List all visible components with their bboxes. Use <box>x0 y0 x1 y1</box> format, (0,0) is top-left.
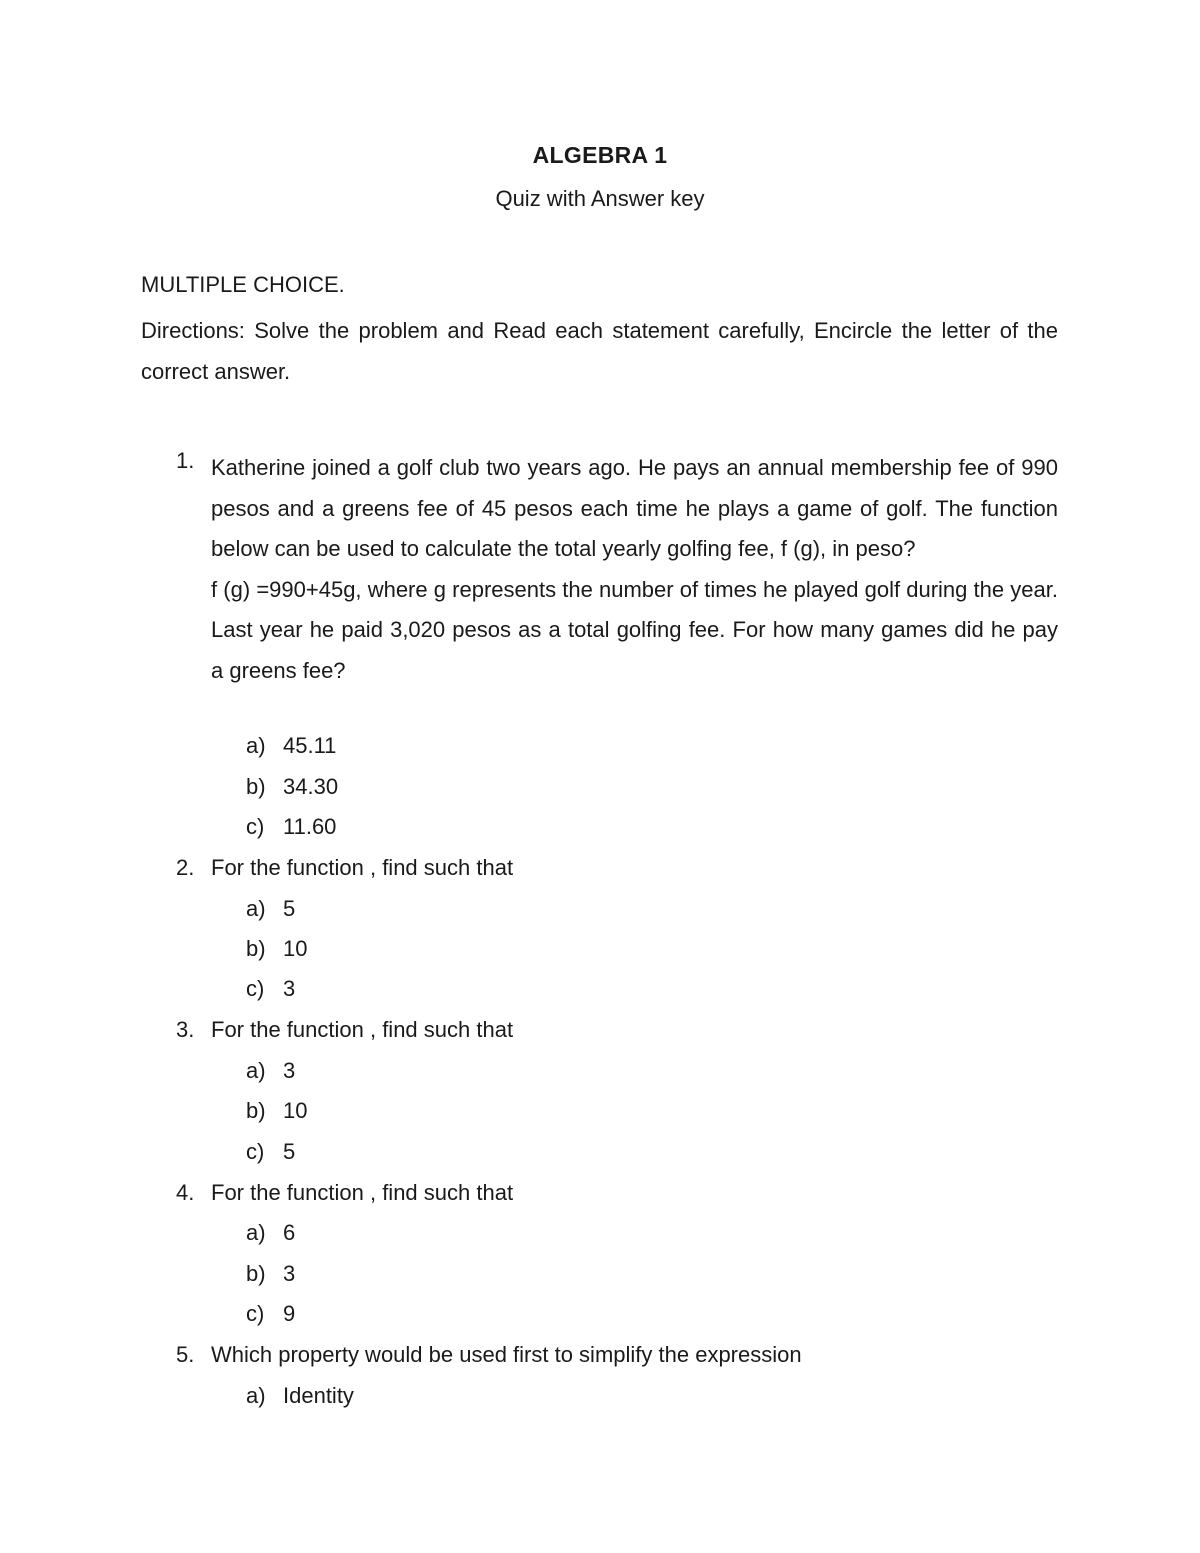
option-letter: a) <box>246 1058 266 1083</box>
question-4 <box>176 1180 1058 1206</box>
question-5 <box>176 1342 1058 1368</box>
question-text: For the function , find such that <box>211 1017 514 1042</box>
option-item[interactable] <box>246 1098 307 1124</box>
question-1 <box>176 448 1058 691</box>
option-value: 45.11 <box>283 733 337 758</box>
option-value: 11.60 <box>283 814 337 839</box>
option-value: 5 <box>283 896 296 921</box>
option-value: 3 <box>283 1261 296 1286</box>
option-letter: b) <box>246 1098 266 1123</box>
question-number: 5. <box>176 1342 195 1367</box>
option-item[interactable] <box>246 896 295 922</box>
option-value: 5 <box>283 1139 296 1164</box>
question-text: Which property would be used first to simplify the expression <box>211 1342 802 1367</box>
question-text: Katherine joined a golf club two years ago. He pays an annual membership fee of 990 pesos and a greens fee of 45 pesos each time he plays a game of golf. The function below can be used to calculate the total yearly golfing fee, f (g), in peso? <box>211 455 1058 561</box>
question-number: 1. <box>176 448 195 473</box>
option-letter: c) <box>246 1139 265 1164</box>
question-number: 3. <box>176 1017 195 1042</box>
option-item[interactable] <box>246 1261 295 1287</box>
option-item[interactable] <box>246 774 338 800</box>
option-item[interactable] <box>246 1220 295 1246</box>
option-item[interactable] <box>246 814 336 840</box>
option-value: 9 <box>283 1301 296 1326</box>
option-item[interactable] <box>246 733 336 759</box>
option-letter: b) <box>246 936 266 961</box>
question-number: 4. <box>176 1180 195 1205</box>
option-letter: b) <box>246 774 266 799</box>
directions-text: Directions: Solve the problem and Read each statement carefully, Encircle the letter of the correct answer. <box>141 318 1058 384</box>
question-text-continued: f (g) =990+45g, where g represents the number of times he played golf during the year. Last year he paid 3,020 pesos as a total golfing fee. For how many games did he pay a greens fee? <box>211 576 1058 683</box>
question-number: 2. <box>176 855 195 880</box>
option-value: 6 <box>283 1220 296 1245</box>
option-letter: a) <box>246 733 266 758</box>
option-letter: c) <box>246 1301 265 1326</box>
option-value: 3 <box>283 976 296 1001</box>
option-letter: a) <box>246 896 266 921</box>
option-value: Identity <box>283 1383 354 1408</box>
document-title: ALGEBRA 1 <box>532 142 668 168</box>
section-heading: MULTIPLE CHOICE. <box>141 272 345 297</box>
option-item[interactable] <box>246 1058 295 1084</box>
document-subtitle: Quiz with Answer key <box>495 186 705 211</box>
question-text: For the function , find such that <box>211 855 514 880</box>
option-item[interactable] <box>246 976 295 1002</box>
option-letter: c) <box>246 976 265 1001</box>
option-item[interactable] <box>246 1301 295 1327</box>
option-item[interactable] <box>246 1383 354 1409</box>
option-letter: c) <box>246 814 265 839</box>
option-letter: a) <box>246 1383 266 1408</box>
option-value: 3 <box>283 1058 296 1083</box>
option-value: 34.30 <box>283 774 339 799</box>
question-text: For the function , find such that <box>211 1180 514 1205</box>
question-3 <box>176 1017 1058 1043</box>
option-letter: a) <box>246 1220 266 1245</box>
option-item[interactable] <box>246 936 307 962</box>
option-value: 10 <box>283 936 308 961</box>
question-2 <box>176 855 1058 881</box>
option-item[interactable] <box>246 1139 295 1165</box>
option-value: 10 <box>283 1098 308 1123</box>
option-letter: b) <box>246 1261 266 1286</box>
